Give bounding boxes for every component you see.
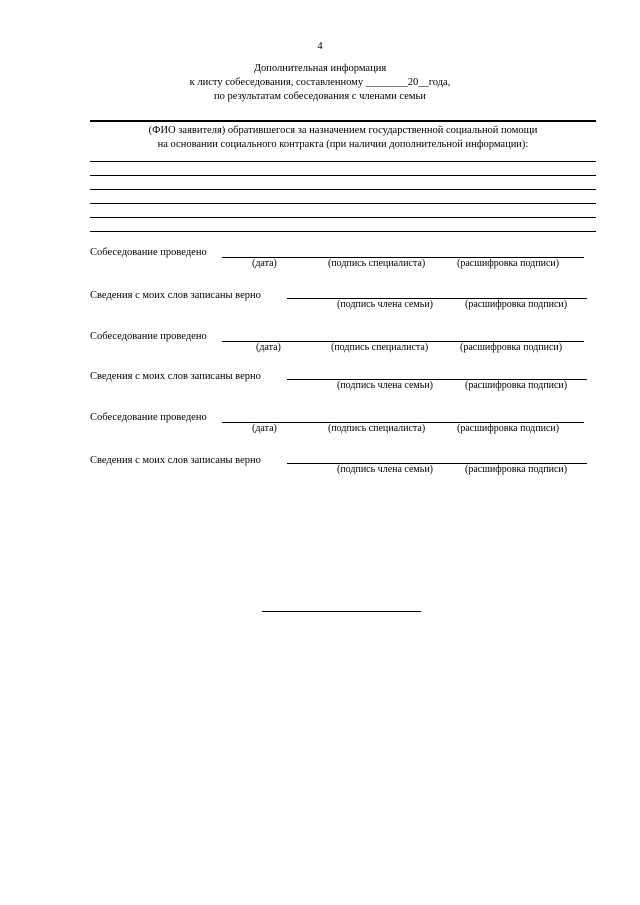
member-signature-caption: (подпись члена семьи) [337,299,434,310]
date-caption: (дата) [256,342,281,353]
page-number: 4 [317,41,323,52]
closing-rule [262,611,421,612]
member-decode-caption: (расшифровка подписи) [465,299,568,310]
interview-label: Собеседование проведено [90,412,207,423]
interview-label: Собеседование проведено [90,331,207,342]
top-rule [90,120,596,122]
verify-label: Сведения с моих слов записаны верно [90,290,261,301]
blank-line[interactable] [90,203,596,204]
blank-line[interactable] [90,189,596,190]
member-signature-caption: (подпись члена семьи) [337,380,434,391]
specialist-decode-caption: (расшифровка подписи) [460,342,563,353]
blank-line[interactable] [90,231,596,232]
date-caption: (дата) [252,258,277,269]
member-signature-caption: (подпись члена семьи) [337,464,434,475]
specialist-decode-caption: (расшифровка подписи) [457,258,560,269]
interview-label: Собеседование проведено [90,247,207,258]
member-decode-caption: (расшифровка подписи) [465,380,568,391]
doc-title-line-1: Дополнительная информация [253,63,387,74]
doc-title-line-2: к листу собеседования, составленному ________20__года, [189,77,451,88]
blank-line[interactable] [90,161,596,162]
specialist-signature-caption: (подпись специалиста) [328,423,426,434]
applicant-caption-line-1: (ФИО заявителя) обратившегося за назначением государственной социальной помощи [148,125,538,136]
blank-line[interactable] [90,217,596,218]
date-caption: (дата) [252,423,277,434]
specialist-signature-caption: (подпись специалиста) [331,342,429,353]
member-decode-caption: (расшифровка подписи) [465,464,568,475]
specialist-decode-caption: (расшифровка подписи) [457,423,560,434]
doc-title-line-3: по результатам собеседования с членами семьи [214,91,426,102]
blank-line[interactable] [90,175,596,176]
verify-label: Сведения с моих слов записаны верно [90,371,261,382]
specialist-signature-caption: (подпись специалиста) [328,258,426,269]
verify-label: Сведения с моих слов записаны верно [90,455,261,466]
applicant-caption-line-2: на основании социального контракта (при наличии дополнительной информации): [157,139,529,150]
